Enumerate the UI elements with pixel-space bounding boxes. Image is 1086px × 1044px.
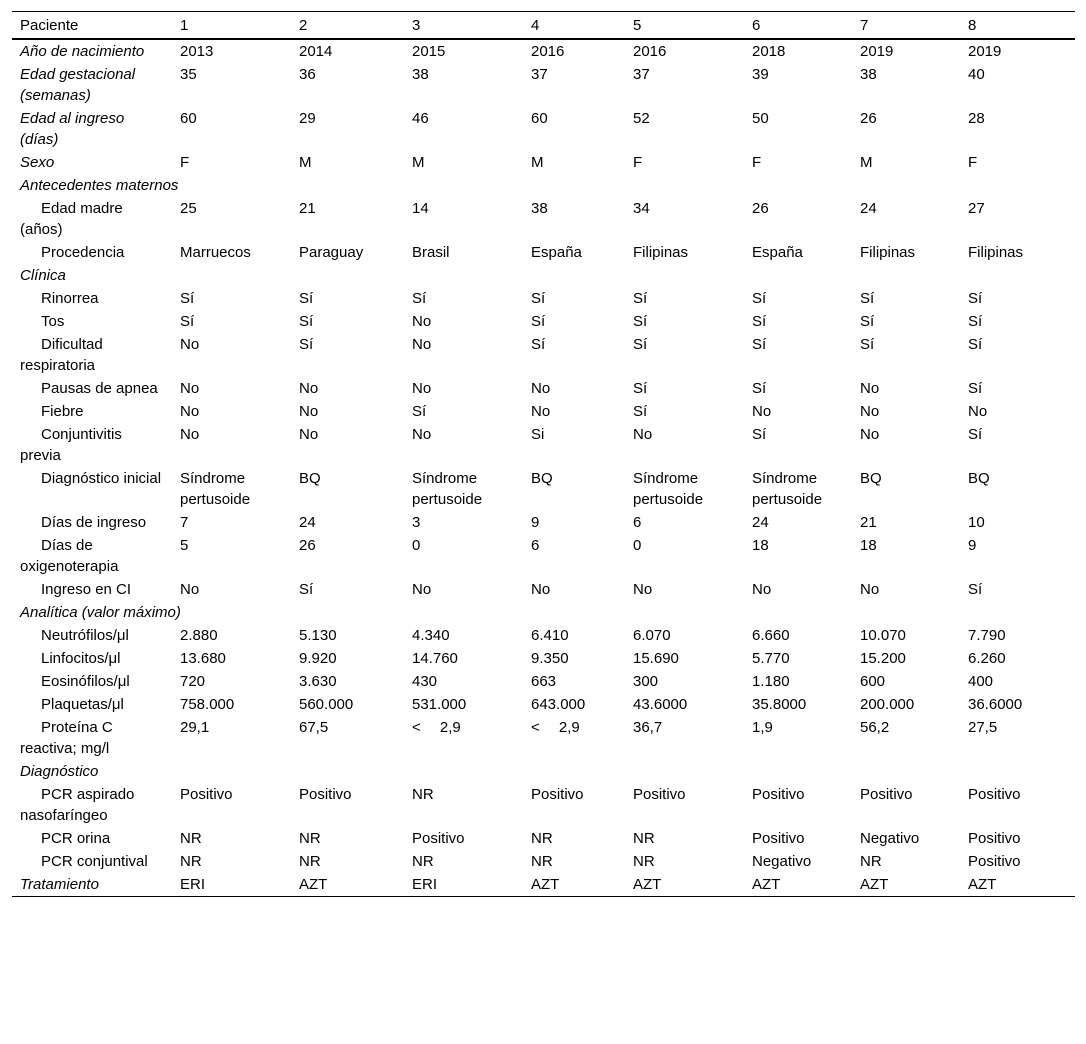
table-cell: No [412, 313, 432, 330]
table-row [12, 647, 1075, 670]
row-label: Pausas de apnea [41, 380, 158, 397]
table-cell: Negativo [752, 853, 812, 870]
table-cell: Positivo [968, 830, 1021, 847]
table-cell: 0 [633, 537, 642, 554]
table-cell: 43.6000 [633, 696, 688, 713]
table-cell: Positivo [968, 786, 1021, 803]
table-row [12, 107, 1075, 151]
table-cell: Sí [633, 380, 648, 397]
table-cell: Marruecos [180, 244, 251, 261]
table-cell: España [752, 244, 803, 261]
table-cell: No [860, 581, 880, 598]
row-label: Neutrófilos/μl [41, 627, 129, 644]
table-cell: Sí [752, 336, 767, 353]
table-cell: M [531, 154, 544, 171]
table-cell: Filipinas [968, 244, 1024, 261]
table-cell: 758.000 [180, 696, 235, 713]
table-cell: 6.070 [633, 627, 671, 644]
section-label: Antecedentes maternos [20, 177, 179, 194]
table-cell: 21 [299, 200, 316, 217]
table-cell: 24 [752, 514, 769, 531]
table-cell: Positivo [968, 853, 1021, 870]
table-cell: 560.000 [299, 696, 354, 713]
table-cell: NR [860, 853, 882, 870]
table-cell: BQ [531, 470, 553, 487]
table-cell: 3.630 [299, 673, 337, 690]
table-body [12, 39, 1075, 897]
table-cell: Sí [633, 313, 648, 330]
table-cell: 35 [180, 66, 197, 83]
table-cell: No [968, 403, 988, 420]
table-cell: Brasil [412, 244, 450, 261]
table-cell: 26 [860, 110, 877, 127]
table-cell: No [180, 426, 200, 443]
table-cell: 5.770 [752, 650, 790, 667]
table-cell: 14.760 [412, 650, 458, 667]
table-cell: Positivo [633, 786, 686, 803]
row-label: Edad gestacional (semanas) [20, 66, 136, 104]
table-cell: Sí [860, 336, 875, 353]
table-cell: ERI [180, 876, 206, 893]
table-cell: Filipinas [860, 244, 916, 261]
table-cell: Positivo [412, 830, 465, 847]
table-cell: 26 [752, 200, 769, 217]
table-cell: 36.6000 [968, 696, 1023, 713]
table-cell: 15.690 [633, 650, 679, 667]
table-cell: 29,1 [180, 719, 210, 736]
table-row [12, 197, 1075, 241]
table-cell: 6 [531, 537, 540, 554]
table-cell: 21 [860, 514, 877, 531]
table-cell: 2019 [968, 43, 1002, 60]
table-cell: No [299, 426, 319, 443]
table-cell: 56,2 [860, 719, 890, 736]
table-row [12, 310, 1075, 333]
table-cell: 10.070 [860, 627, 906, 644]
table-row [12, 693, 1075, 716]
table-row [12, 624, 1075, 647]
table-cell: No [531, 403, 551, 420]
table-row [12, 39, 1075, 63]
table-cell: Positivo [531, 786, 584, 803]
table-cell: 9 [531, 514, 540, 531]
table-cell: No [412, 380, 432, 397]
table-cell: Sí [299, 336, 314, 353]
table-cell: AZT [299, 876, 328, 893]
table-cell: 36 [299, 66, 316, 83]
section-row [12, 760, 1075, 783]
table-cell: 4.340 [412, 627, 450, 644]
table-cell: No [633, 581, 653, 598]
row-label: Plaquetas/μl [41, 696, 124, 713]
table-cell: Sí [752, 426, 767, 443]
table-header [12, 12, 1075, 40]
table-row [12, 827, 1075, 850]
table-cell: Sí [752, 313, 767, 330]
table-cell: 9 [968, 537, 977, 554]
row-label: Procedencia [41, 244, 125, 261]
table-cell: 531.000 [412, 696, 467, 713]
header-cell-patient-1: 1 [180, 17, 189, 34]
table-cell: NR [299, 853, 321, 870]
row-label: Rinorrea [41, 290, 99, 307]
table-cell: F [180, 154, 190, 171]
table-cell: Síndrome pertusoide [180, 470, 251, 508]
table-cell: 29 [299, 110, 316, 127]
section-row [12, 174, 1075, 197]
table-cell: 37 [633, 66, 650, 83]
table-cell: Sí [968, 426, 983, 443]
table-row [12, 151, 1075, 174]
table-cell: AZT [633, 876, 662, 893]
table-cell: No [412, 336, 432, 353]
table-cell: 663 [531, 673, 557, 690]
table-cell: No [180, 403, 200, 420]
table-cell: Sí [968, 581, 983, 598]
table-cell: No [299, 403, 319, 420]
section-label: Analítica (valor máximo) [20, 604, 181, 621]
table-cell: 600 [860, 673, 886, 690]
table-cell: AZT [968, 876, 997, 893]
row-label: Año de nacimiento [20, 43, 145, 60]
table-cell: Sí [752, 290, 767, 307]
table-cell: Paraguay [299, 244, 364, 261]
table-cell: 0 [412, 537, 421, 554]
table-cell: 52 [633, 110, 650, 127]
table-cell: 430 [412, 673, 438, 690]
table-row [12, 241, 1075, 264]
table-cell: 2013 [180, 43, 214, 60]
table-cell: 60 [180, 110, 197, 127]
table-cell: No [752, 581, 772, 598]
table-cell: 7 [180, 514, 189, 531]
table-cell: 2016 [633, 43, 667, 60]
header-cell-patient-7: 7 [860, 17, 869, 34]
table-cell: M [299, 154, 312, 171]
table-cell: Sí [968, 313, 983, 330]
table-cell: Positivo [180, 786, 233, 803]
table-cell: No [752, 403, 772, 420]
header-row [12, 12, 1075, 40]
section-label: Clínica [20, 267, 66, 284]
table-cell: 50 [752, 110, 769, 127]
row-label: Ingreso en CI [41, 581, 132, 598]
table-cell: 2018 [752, 43, 786, 60]
table-cell: 5.130 [299, 627, 337, 644]
table-cell: 28 [968, 110, 985, 127]
table-cell: 200.000 [860, 696, 915, 713]
table-cell: F [633, 154, 643, 171]
table-cell: NR [531, 853, 553, 870]
table-cell: Sí [752, 380, 767, 397]
table-cell: 37 [531, 66, 548, 83]
header-cell-patient-4: 4 [531, 17, 540, 34]
table-cell: Sí [531, 313, 546, 330]
table-cell: 38 [860, 66, 877, 83]
table-cell: 24 [860, 200, 877, 217]
header-cell-patient-6: 6 [752, 17, 761, 34]
row-label: Diagnóstico inicial [41, 470, 162, 487]
section-row [12, 264, 1075, 287]
header-cell-patient-3: 3 [412, 17, 421, 34]
table-cell: 6.260 [968, 650, 1006, 667]
table-cell: F [968, 154, 978, 171]
table-cell: Positivo [860, 786, 913, 803]
table-cell: 34 [633, 200, 650, 217]
table-cell: 60 [531, 110, 548, 127]
table-cell: 15.200 [860, 650, 906, 667]
table-row [12, 467, 1075, 511]
table-cell: 6.660 [752, 627, 790, 644]
header-cell-paciente: Paciente [20, 17, 79, 34]
table-cell: No [531, 581, 551, 598]
table-cell: 18 [752, 537, 769, 554]
table-cell: 26 [299, 537, 316, 554]
table-cell: Sí [633, 403, 648, 420]
table-cell: BQ [860, 470, 882, 487]
table-cell: NR [531, 830, 553, 847]
table-cell: F [752, 154, 762, 171]
table-cell: 2015 [412, 43, 446, 60]
table-cell: 5 [180, 537, 189, 554]
table-cell: 3 [412, 514, 421, 531]
table-cell: No [860, 380, 880, 397]
table-cell: 720 [180, 673, 206, 690]
row-label: Eosinófilos/μl [41, 673, 130, 690]
table-cell: 1.180 [752, 673, 790, 690]
table-row [12, 63, 1075, 107]
table-cell: Sí [412, 290, 427, 307]
row-label: Proteína C reactiva; mg/l [20, 719, 113, 757]
table-cell: Sí [531, 336, 546, 353]
row-label: PCR conjuntival [41, 853, 148, 870]
table-cell: Sí [299, 290, 314, 307]
table-cell: BQ [299, 470, 321, 487]
table-cell: No [299, 380, 319, 397]
table-cell: 643.000 [531, 696, 586, 713]
table-cell: NR [180, 853, 202, 870]
table-cell: 7.790 [968, 627, 1006, 644]
table-cell: Sí [860, 290, 875, 307]
table-row [12, 511, 1075, 534]
row-label: Fiebre [41, 403, 84, 420]
table-cell: No [860, 426, 880, 443]
row-label: Conjuntivitis previa [20, 426, 122, 464]
table-cell: BQ [968, 470, 990, 487]
table-cell: 24 [299, 514, 316, 531]
table-cell: 6.410 [531, 627, 569, 644]
table-cell: No [180, 336, 200, 353]
table-cell: No [860, 403, 880, 420]
table-row [12, 716, 1075, 760]
table-cell: No [633, 426, 653, 443]
table-row [12, 873, 1075, 897]
table-row [12, 400, 1075, 423]
table-cell: Sí [633, 336, 648, 353]
table-cell: 9.920 [299, 650, 337, 667]
table-cell: 27,5 [968, 719, 998, 736]
table-row [12, 534, 1075, 578]
section-row [12, 601, 1075, 624]
table-cell: Sí [633, 290, 648, 307]
table-cell: No [180, 380, 200, 397]
row-label: Edad madre (años) [20, 200, 123, 238]
table-cell: 38 [412, 66, 429, 83]
row-label: Días de oxigenoterapia [20, 537, 119, 575]
table-cell: Sí [299, 313, 314, 330]
table-cell: 13.680 [180, 650, 226, 667]
header-cell-patient-2: 2 [299, 17, 308, 34]
table-cell: No [412, 581, 432, 598]
table-cell: Sí [180, 290, 195, 307]
table-cell: NR [633, 830, 655, 847]
table-cell: España [531, 244, 582, 261]
header-cell-patient-5: 5 [633, 17, 642, 34]
table-cell: ERI [412, 876, 438, 893]
table-cell: 18 [860, 537, 877, 554]
table-cell: Sí [860, 313, 875, 330]
table-cell: 9.350 [531, 650, 569, 667]
table-cell: 35.8000 [752, 696, 807, 713]
row-label: Tratamiento [20, 876, 99, 893]
row-label: Linfocitos/μl [41, 650, 121, 667]
table-cell: 67,5 [299, 719, 329, 736]
table-row [12, 783, 1075, 827]
table-cell: 40 [968, 66, 985, 83]
table-cell: M [860, 154, 873, 171]
table-cell: No [180, 581, 200, 598]
table-cell: Positivo [299, 786, 352, 803]
table-row [12, 423, 1075, 467]
table-cell: 10 [968, 514, 985, 531]
table-cell: 39 [752, 66, 769, 83]
table-cell: 2014 [299, 43, 333, 60]
table-cell: Síndrome pertusoide [633, 470, 704, 508]
table-cell: Sí [180, 313, 195, 330]
table-cell: 400 [968, 673, 994, 690]
row-label: Edad al ingreso (días) [20, 110, 125, 148]
table-cell: Sí [299, 581, 314, 598]
table-cell: < 2,9 [531, 719, 580, 736]
table-cell: Filipinas [633, 244, 689, 261]
table-cell: 300 [633, 673, 659, 690]
table-cell: 2.880 [180, 627, 218, 644]
table-cell: Sí [968, 336, 983, 353]
table-cell: Síndrome pertusoide [752, 470, 823, 508]
section-label: Diagnóstico [20, 763, 99, 780]
table-cell: Sí [968, 290, 983, 307]
table-row [12, 333, 1075, 377]
patients-table [12, 11, 1075, 897]
row-label: Tos [41, 313, 65, 330]
row-label: Sexo [20, 154, 55, 171]
patients-table-container [12, 11, 1075, 897]
table-row [12, 287, 1075, 310]
table-cell: 6 [633, 514, 642, 531]
table-cell: No [531, 380, 551, 397]
table-cell: Sí [968, 380, 983, 397]
table-cell: NR [412, 853, 434, 870]
table-cell: NR [299, 830, 321, 847]
row-label: PCR orina [41, 830, 111, 847]
table-cell: AZT [860, 876, 889, 893]
table-cell: 25 [180, 200, 197, 217]
table-cell: NR [633, 853, 655, 870]
table-cell: M [412, 154, 425, 171]
table-cell: No [412, 426, 432, 443]
table-cell: 27 [968, 200, 985, 217]
table-cell: Negativo [860, 830, 920, 847]
table-cell: Sí [531, 290, 546, 307]
table-cell: 14 [412, 200, 429, 217]
row-label: Dificultad respiratoria [20, 336, 103, 374]
table-cell: AZT [531, 876, 560, 893]
table-cell: Si [531, 426, 545, 443]
table-cell: 46 [412, 110, 429, 127]
table-row [12, 850, 1075, 873]
table-cell: Positivo [752, 830, 805, 847]
table-cell: Positivo [752, 786, 805, 803]
table-row [12, 670, 1075, 693]
table-cell: 2019 [860, 43, 894, 60]
table-cell: 38 [531, 200, 548, 217]
table-cell: 2016 [531, 43, 565, 60]
table-row [12, 578, 1075, 601]
table-cell: NR [180, 830, 202, 847]
table-cell: 36,7 [633, 719, 663, 736]
table-cell: < 2,9 [412, 719, 461, 736]
header-cell-patient-8: 8 [968, 17, 977, 34]
table-cell: AZT [752, 876, 781, 893]
table-cell: NR [412, 786, 434, 803]
row-label: Días de ingreso [41, 514, 147, 531]
table-cell: 1,9 [752, 719, 773, 736]
table-cell: Sí [412, 403, 427, 420]
row-label: PCR aspirado nasofaríngeo [20, 786, 135, 824]
table-row [12, 377, 1075, 400]
table-cell: Síndrome pertusoide [412, 470, 483, 508]
